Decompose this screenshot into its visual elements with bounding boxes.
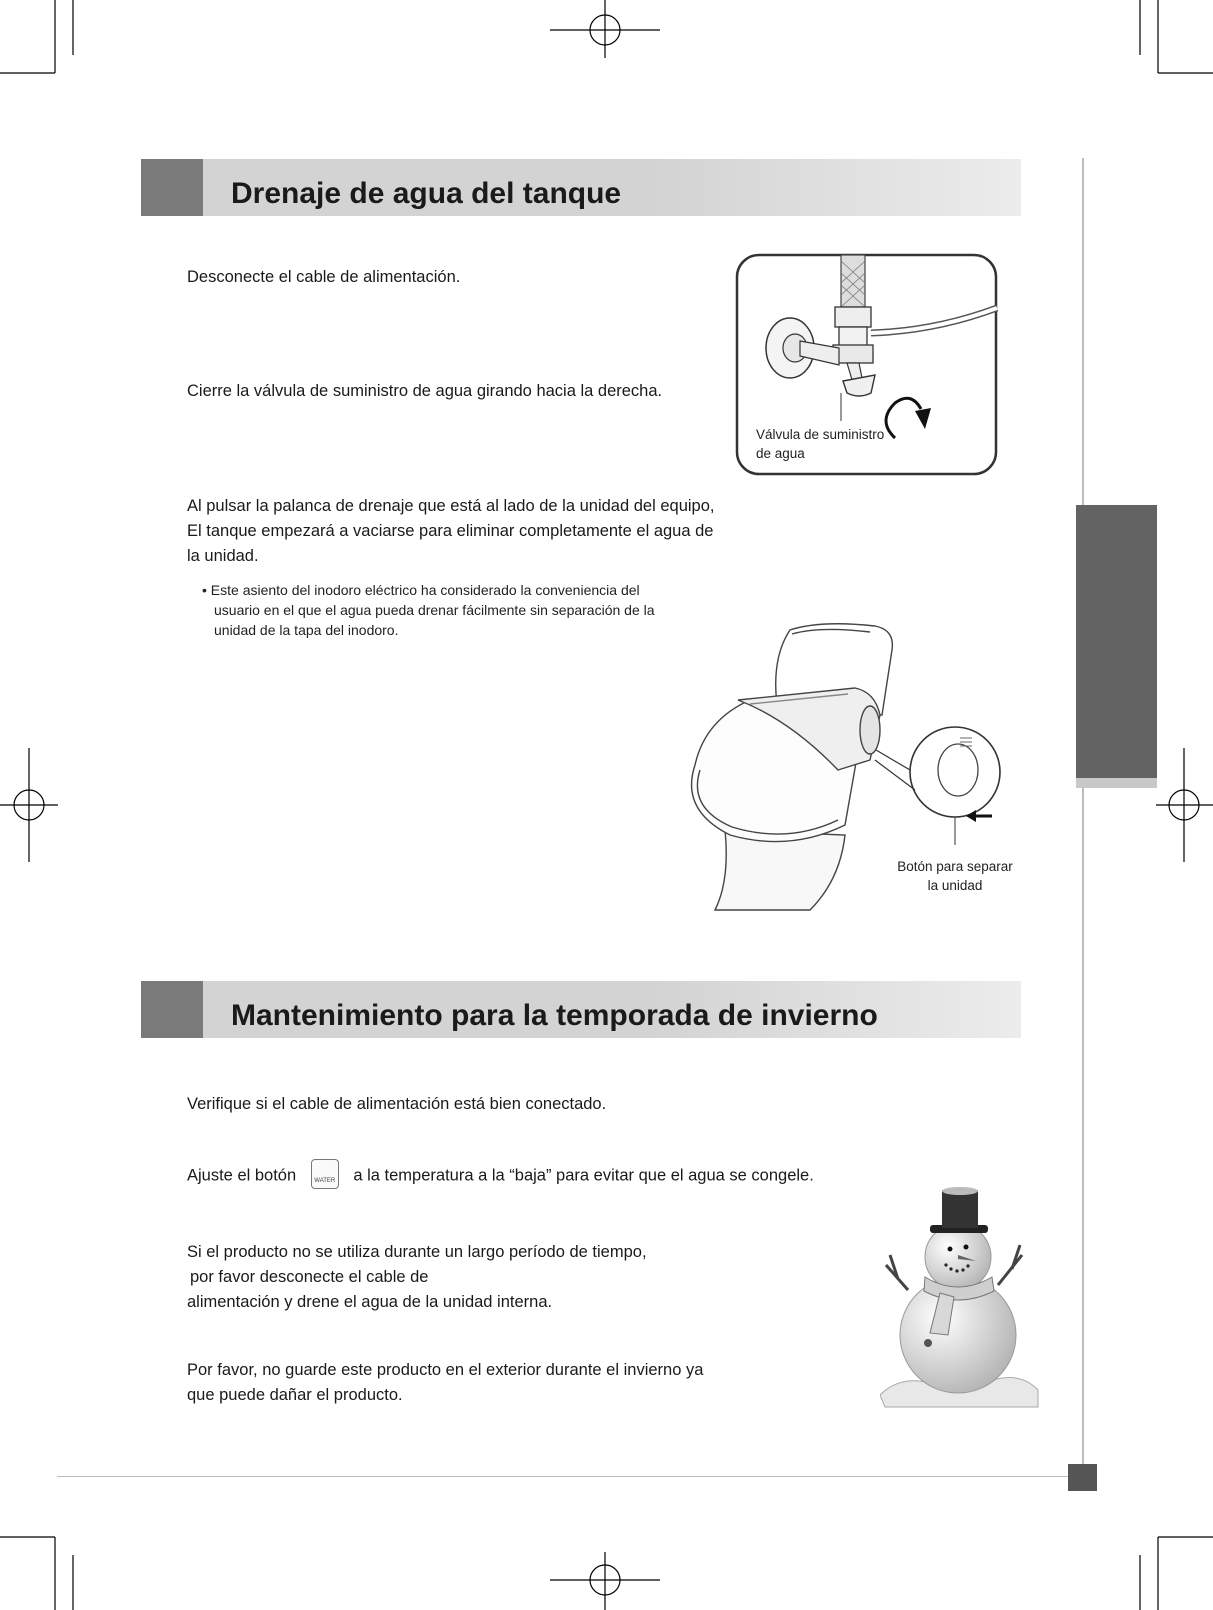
snowman-illustration bbox=[880, 1185, 1040, 1410]
header-block bbox=[141, 159, 203, 216]
winter-step-2-after: a la temperatura a la “baja” para evitar que el agua se congele. bbox=[353, 1166, 814, 1185]
drain-step-1: Desconecte el cable de alimentación. bbox=[187, 268, 461, 286]
winter-step-3 bbox=[187, 1240, 647, 1315]
water-button-icon bbox=[311, 1159, 339, 1189]
winter-step-4-line: que puede dañar el producto. bbox=[187, 1386, 403, 1404]
winter-step-3-line: Si el producto no se utiliza durante un largo período de tiempo, bbox=[187, 1243, 647, 1261]
winter-step-1: Verifique si el cable de alimentación está bien conectado. bbox=[187, 1095, 607, 1113]
winter-step-3-line: alimentación y drene el agua de la unidad interna. bbox=[187, 1293, 553, 1311]
section-header-drain bbox=[141, 159, 1021, 216]
button-caption-line: Botón para separar bbox=[897, 859, 1013, 874]
button-caption bbox=[880, 857, 1030, 895]
section-title-winter: Mantenimiento para la temporada de invierno bbox=[231, 999, 878, 1032]
drain-note-text: • Este asiento del inodoro eléctrico ha considerado la conveniencia del usuario en el que el agua pueda drenar fácilmente sin separación de la unidad de la tapa del inodoro. bbox=[202, 582, 655, 638]
button-caption-line: la unidad bbox=[927, 878, 983, 893]
winter-step-4 bbox=[187, 1358, 703, 1408]
drain-step-3-line: Al pulsar la palanca de drenaje que está al lado de la unidad del equipo, bbox=[187, 497, 715, 515]
drain-step-3-line: la unidad. bbox=[187, 547, 259, 565]
side-tab bbox=[1076, 505, 1157, 778]
valve-caption-line: Válvula de suministro bbox=[756, 427, 885, 442]
side-tab-strip bbox=[1076, 778, 1157, 788]
winter-step-4-line: Por favor, no guarde este producto en el exterior durante el invierno ya bbox=[187, 1361, 704, 1379]
winter-step-3-line: por favor desconecte el cable de bbox=[190, 1268, 429, 1286]
valve-caption bbox=[756, 425, 884, 463]
drain-note bbox=[202, 580, 672, 640]
drain-step-3-line: El tanque empezará a vaciarse para eliminar completamente el agua de bbox=[187, 522, 714, 540]
header-block bbox=[141, 981, 203, 1038]
valve-caption-line: de agua bbox=[756, 446, 805, 461]
bottom-margin-line bbox=[57, 1476, 1084, 1477]
drain-step-3 bbox=[187, 494, 714, 569]
drain-step-2: Cierre la válvula de suministro de agua girando hacia la derecha. bbox=[187, 382, 663, 400]
page-number-box bbox=[1068, 1464, 1097, 1491]
right-margin-line bbox=[1082, 158, 1084, 1476]
winter-step-2 bbox=[187, 1161, 814, 1191]
water-button-label: WATER bbox=[314, 1178, 336, 1184]
section-title-drain: Drenaje de agua del tanque bbox=[231, 177, 622, 210]
winter-step-2-before: Ajuste el botón bbox=[187, 1166, 297, 1185]
section-header-winter bbox=[141, 981, 1021, 1038]
